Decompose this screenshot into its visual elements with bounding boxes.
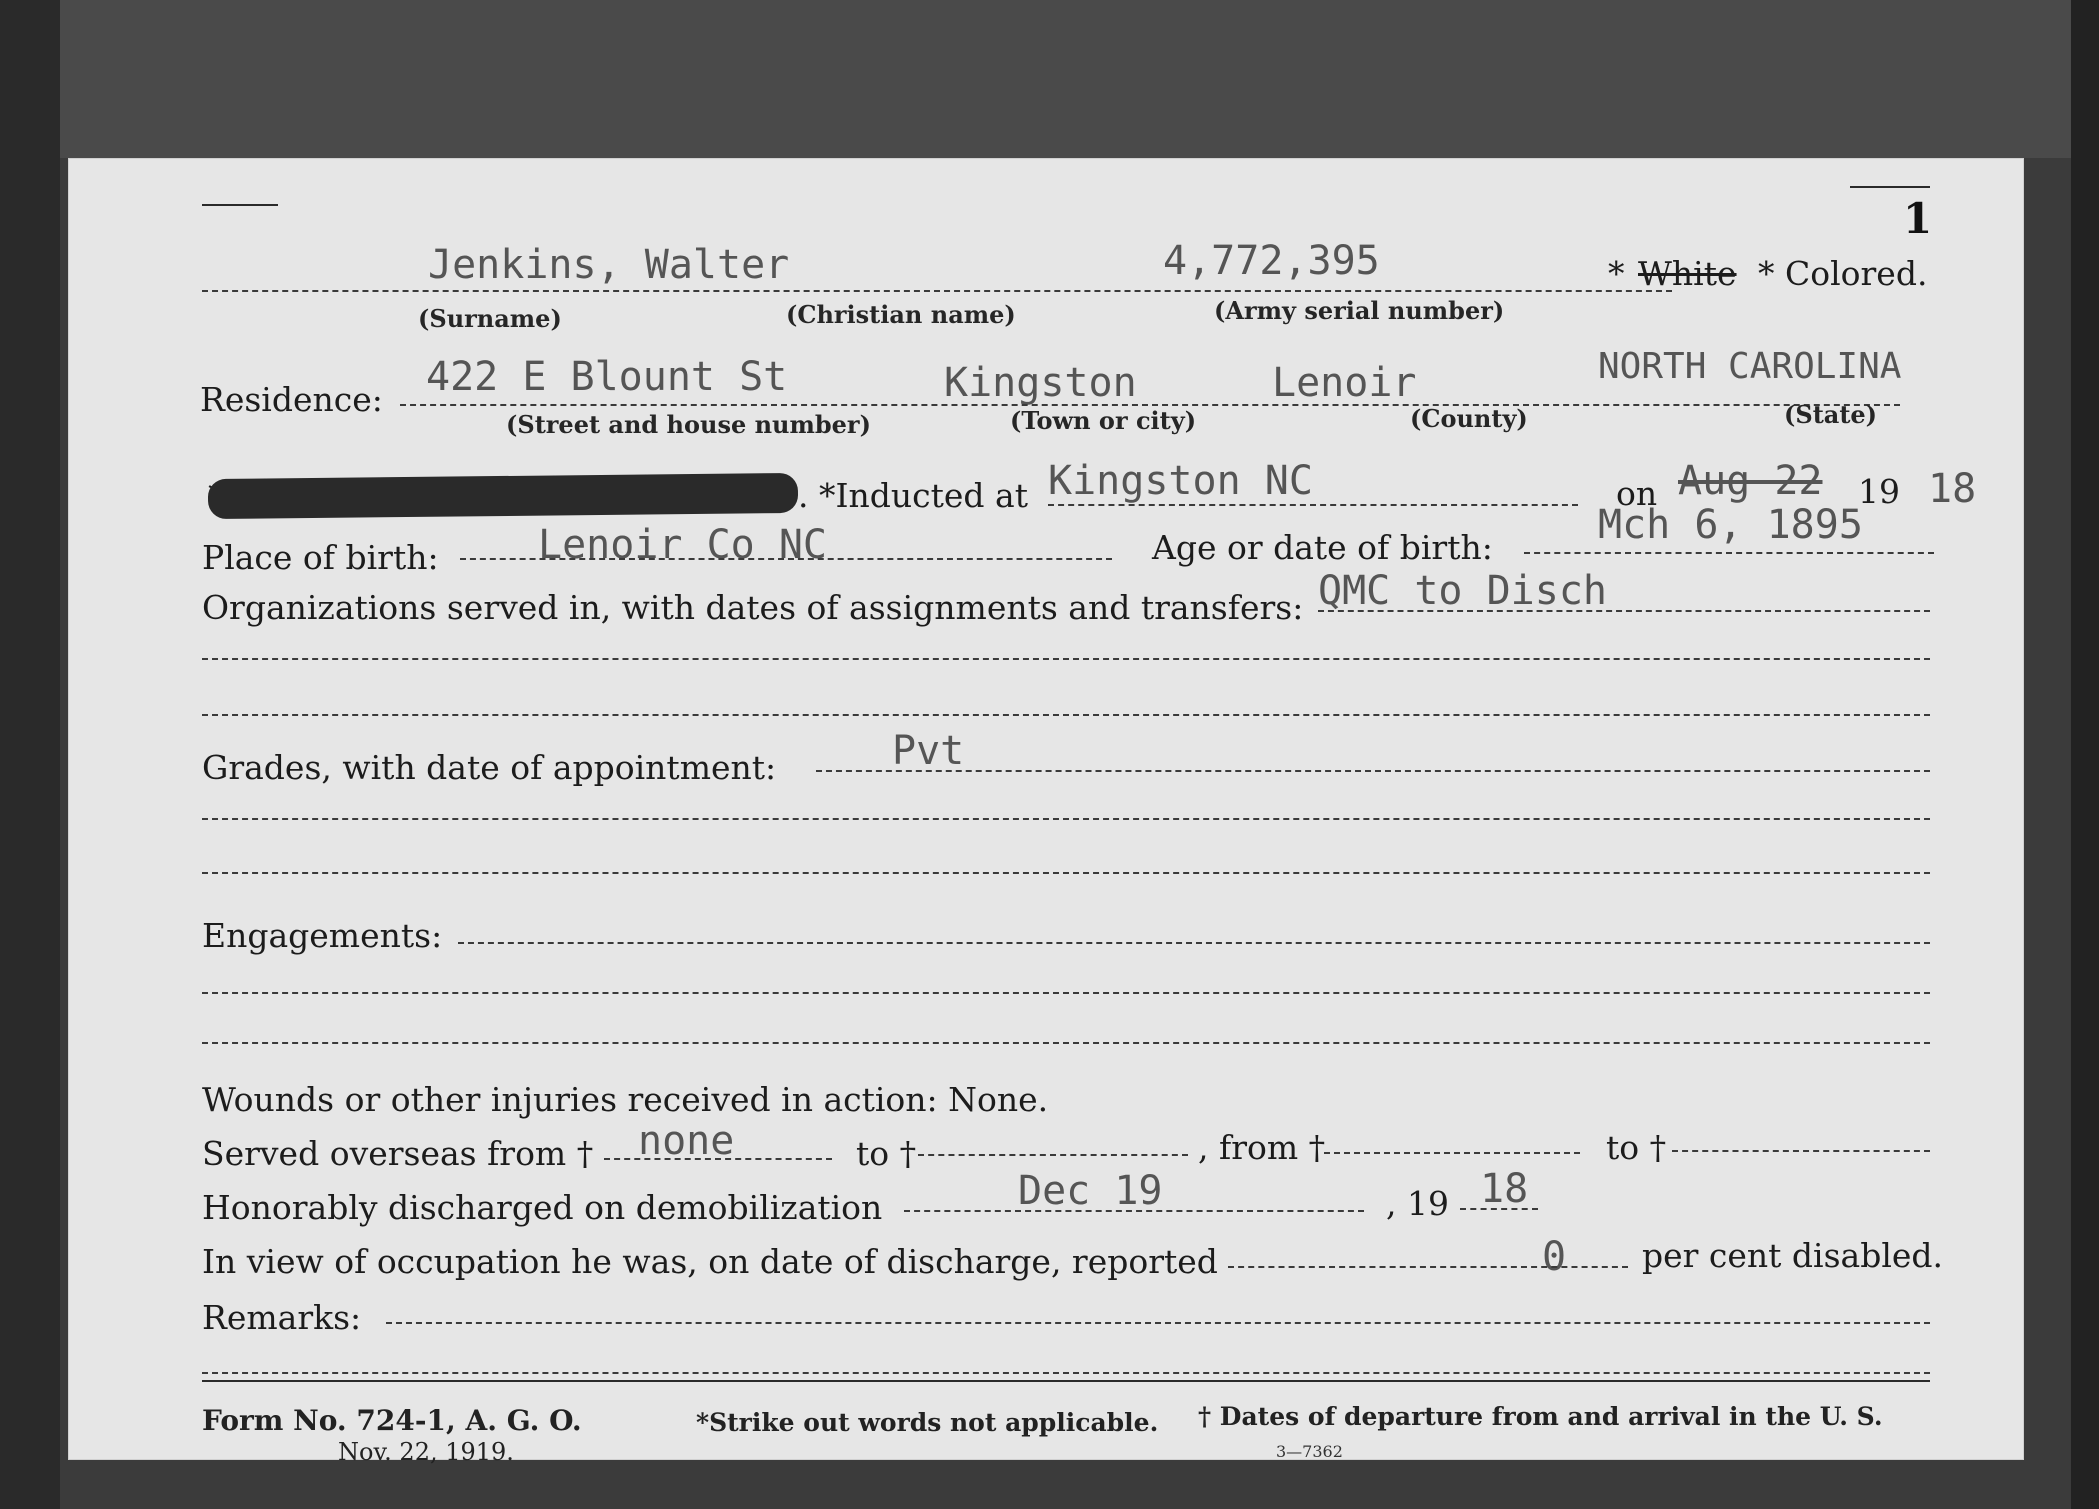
engagements-line-3	[202, 1042, 1930, 1044]
overseas-to-line	[918, 1154, 1188, 1156]
discharge-year-line	[1460, 1208, 1538, 1210]
remarks-line-1	[386, 1322, 1930, 1324]
serial-caption: (Army serial number)	[1214, 296, 1505, 325]
discharge-date: Dec 19	[1018, 1168, 1163, 1214]
overseas-label: Served overseas from †	[202, 1134, 594, 1173]
overseas-from2-label: , from †	[1198, 1128, 1326, 1167]
birthdate-line	[1524, 552, 1934, 554]
disability-line	[1228, 1266, 1628, 1268]
inducted-line	[1048, 504, 1578, 506]
street-caption: (Street and house number)	[506, 410, 871, 439]
background-left	[0, 0, 60, 1509]
discharge-year: 18	[1480, 1166, 1529, 1212]
state-caption: (State)	[1784, 400, 1878, 429]
background-top	[0, 0, 2099, 158]
overseas-from2-line	[1324, 1152, 1580, 1154]
discharged-label: Honorably discharged on demobilization	[202, 1188, 883, 1227]
county-caption: (County)	[1410, 404, 1528, 433]
birthplace-line	[460, 558, 1112, 560]
print-code: 3—7362	[1276, 1442, 1343, 1461]
redaction-mark	[208, 473, 798, 519]
birthplace-value: Lenoir Co NC	[538, 522, 827, 568]
grades-label: Grades, with date of appointment:	[202, 748, 777, 787]
strike-out-note: *Strike out words not applicable.	[696, 1408, 1159, 1437]
form-number: Form No. 724-1, A. G. O.	[202, 1404, 582, 1437]
army-serial-number: 4,772,395	[1163, 238, 1380, 284]
disability-percent: 0	[1542, 1234, 1567, 1280]
christian-name-caption: (Christian name)	[786, 300, 1016, 329]
engagements-line-1	[458, 942, 1930, 944]
overseas-to2-line	[1672, 1150, 1930, 1152]
disability-label: In view of occupation he was, on date of discharge, reported	[202, 1242, 1218, 1281]
dates-note: † Dates of departure from and arrival in the U. S.	[1198, 1402, 1883, 1431]
engagements-line-2	[202, 992, 1930, 994]
grades-line-2	[202, 818, 1930, 820]
form-date: Nov. 22, 1919.	[338, 1438, 514, 1466]
organizations-line-3	[202, 714, 1930, 716]
inducted-19-label: 19	[1858, 472, 1900, 511]
organizations-line-2	[202, 658, 1930, 660]
engagements-label: Engagements:	[202, 916, 443, 955]
soldier-name: Jenkins, Walter	[428, 242, 790, 288]
overseas-to2-label: to †	[1606, 1128, 1667, 1167]
service-record-card	[68, 158, 2024, 1466]
background-right	[2071, 0, 2099, 1509]
inducted-date: Aug 22	[1678, 458, 1823, 504]
wounds-label: Wounds or other injuries received in action: None.	[202, 1080, 1049, 1119]
name-line	[202, 290, 1672, 292]
overseas-from-value: none	[638, 1118, 735, 1164]
organizations-label: Organizations served in, with dates of assignments and transfers:	[202, 588, 1304, 627]
top-left-rule	[202, 204, 278, 206]
top-right-rule	[1850, 186, 1930, 188]
organizations-line-1	[1318, 610, 1930, 612]
birthdate-value: Mch 6, 1895	[1598, 502, 1863, 548]
residence-label: Residence:	[200, 380, 383, 419]
grades-line-3	[202, 872, 1930, 874]
residence-town: Kingston	[944, 360, 1137, 406]
residence-county: Lenoir	[1272, 360, 1417, 406]
remarks-line-2	[202, 1372, 1930, 1374]
footer-rule	[202, 1380, 1930, 1382]
organizations-value: QMC to Disch	[1318, 568, 1607, 614]
card-number: 1	[1903, 194, 1933, 243]
overseas-to-label: to †	[856, 1134, 917, 1173]
grades-line-1	[816, 770, 1930, 772]
age-label: Age or date of birth:	[1152, 528, 1493, 567]
inducted-place: Kingston NC	[1048, 458, 1313, 504]
town-caption: (Town or city)	[1010, 406, 1197, 435]
grade-value: Pvt	[892, 728, 965, 774]
discharge-date-line	[904, 1210, 1364, 1212]
surname-caption: (Surname)	[418, 304, 562, 333]
inducted-on-label: on	[1616, 474, 1658, 513]
discharge-19-label: , 19	[1386, 1184, 1449, 1223]
inducted-year: 18	[1928, 466, 1977, 512]
race-colored: * Colored.	[1758, 254, 1928, 293]
residence-state: NORTH CAROLINA	[1598, 346, 1902, 387]
percent-disabled-label: per cent disabled.	[1642, 1236, 1944, 1275]
overseas-from-line	[604, 1158, 832, 1160]
inducted-label: . *Inducted at	[798, 476, 1028, 515]
street-address: 422 E Blount St	[426, 354, 788, 400]
birthplace-label: Place of birth:	[202, 538, 439, 577]
race-marker: *	[1608, 254, 1625, 293]
race-white-struck: White	[1638, 254, 1737, 293]
remarks-label: Remarks:	[202, 1298, 362, 1337]
